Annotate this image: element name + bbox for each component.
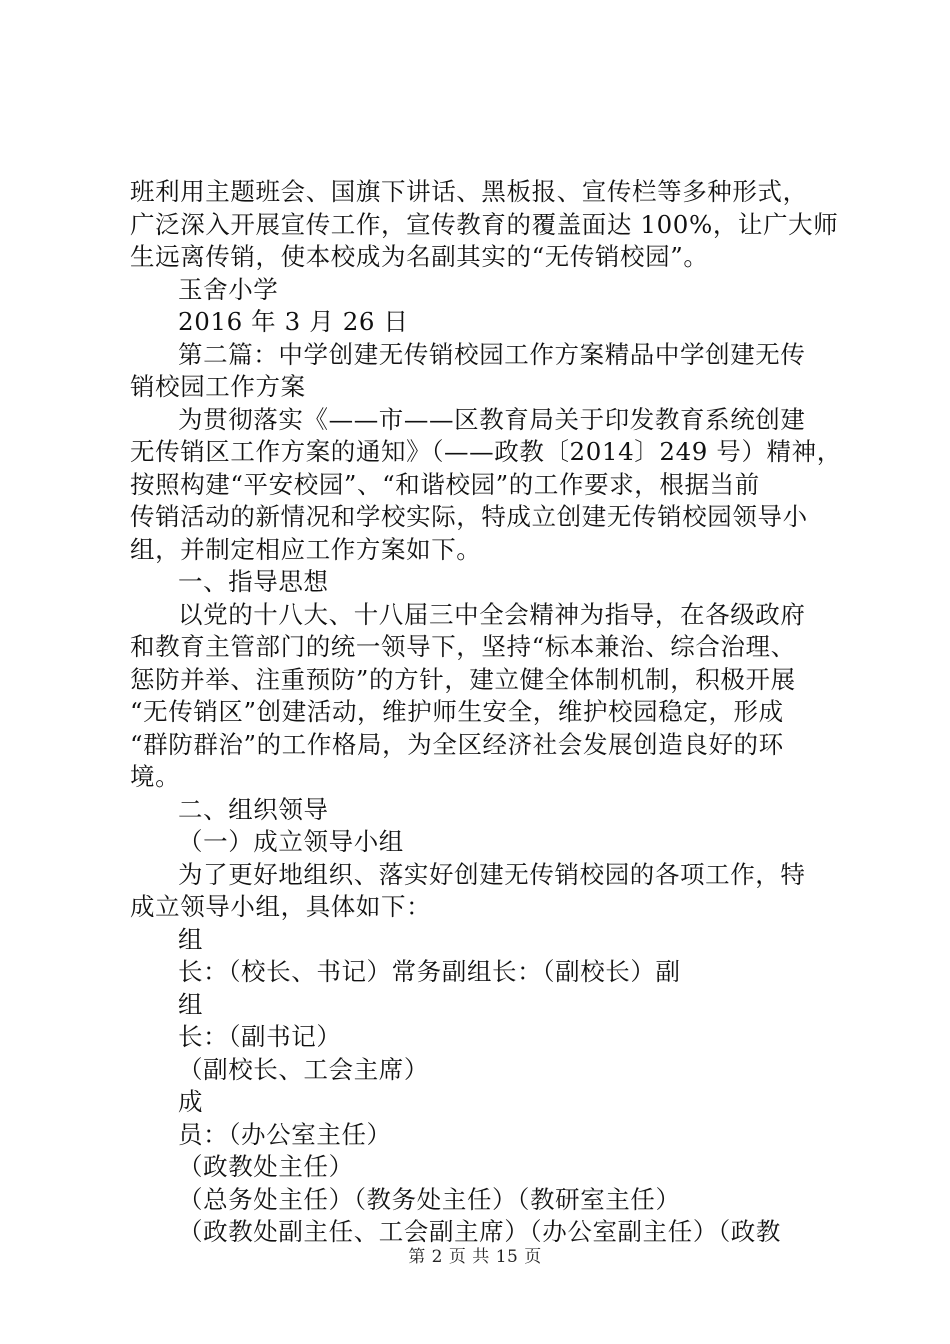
page-footer: 第 2 页 共 15 页 xyxy=(408,1247,542,1267)
text-line: 境。 xyxy=(130,762,181,791)
text-line: “无传销区”创建活动，维护师生安全，维护校园稳定，形成 xyxy=(130,697,784,726)
text-line: 无传销区工作方案的通知》（——政教〔2014〕249 号）精神， xyxy=(130,437,842,466)
text-line: 销校园工作方案 xyxy=(130,372,306,401)
text-line: 成立领导小组，具体如下： xyxy=(130,892,432,921)
text-line: 为贯彻落实《——市——区教育局关于印发教育系统创建 xyxy=(178,404,806,434)
text-line: 按照构建“平安校园”、“和谐校园”的工作要求，根据当前 xyxy=(130,469,760,499)
text-line: 员：（办公室主任） xyxy=(178,1119,392,1149)
text-line: （政教处主任） xyxy=(178,1152,354,1181)
text-line: 组 xyxy=(178,989,204,1019)
text-line: 广泛深入开展宣传工作，宣传教育的覆盖面达 100%，让广大师 xyxy=(130,209,839,239)
text-line: 班利用主题班会、国旗下讲话、黑板报、宣传栏等多种形式， xyxy=(130,177,808,206)
text-line: 第二篇：中学创建无传销校园工作方案精品中学创建无传 xyxy=(178,339,806,369)
text-line: 成 xyxy=(178,1087,204,1116)
text-line: 组，并制定相应工作方案如下。 xyxy=(130,534,482,564)
text-line: 长：（校长、书记）常务副组长：（副校长）副 xyxy=(178,957,681,986)
text-line: 二、组织领导 xyxy=(178,794,329,824)
text-line: 以党的十八大、十八届三中全会精神为指导，在各级政府 xyxy=(178,599,806,629)
text-line: “群防群治”的工作格局，为全区经济社会发展创造良好的环 xyxy=(130,729,784,759)
document-body xyxy=(130,176,842,1249)
text-line: 组 xyxy=(178,924,204,954)
text-line: 为了更好地组织、落实好创建无传销校园的各项工作，特 xyxy=(178,859,806,889)
text-line: 惩防并举、注重预防”的方针，建立健全体制机制，积极开展 xyxy=(130,664,796,694)
text-line: 2016 年 3 月 26 日 xyxy=(178,307,409,336)
text-line: 长：（副书记） xyxy=(178,1022,342,1051)
text-line: （一）成立领导小组 xyxy=(178,827,404,856)
text-line: （政教处副主任、工会副主席）（办公室副主任）（政教 xyxy=(178,1217,781,1246)
text-line: 传销活动的新情况和学校实际，特成立创建无传销校园领导小 xyxy=(130,502,808,531)
text-line: 生远离传销，使本校成为名副其实的“无传销校园”。 xyxy=(130,242,709,271)
text-line: 玉舍小学 xyxy=(178,274,279,304)
text-line: 一、指导思想 xyxy=(178,567,329,596)
text-line: （总务处主任）（教务处主任）（教研室主任） xyxy=(178,1184,681,1214)
text-line: 和教育主管部门的统一领导下，坚持“标本兼治、综合治理、 xyxy=(130,632,796,661)
text-line: （副校长、工会主席） xyxy=(178,1054,429,1084)
